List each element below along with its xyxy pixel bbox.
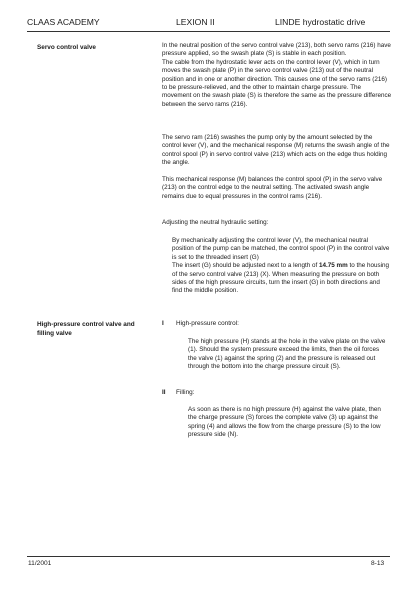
servo-paragraph-5: Adjusting the neutral hydraulic setting: bbox=[162, 219, 269, 226]
header-brand: CLAAS ACADEMY bbox=[27, 17, 100, 27]
item-label-2: Filling: bbox=[176, 389, 195, 396]
item-text-2: As soon as there is no high pressure (H) against the valve plate, then the charge pressure (S) forces the complete valve (3) up against the spring (4) and allows the flow from the charge pressure (S) to the low pressure side (N). bbox=[188, 406, 381, 439]
servo-paragraph-3: The servo ram (216) swashes the pump only by the amount selected by the control lever (V), and the mechanical response (M) returns the swash angle of the control spool (P) in servo control valve (213) which acts on the edge thus holding the angle. bbox=[162, 134, 390, 167]
section-title-highpressure: High-pressure control valve and filling valve bbox=[37, 321, 135, 337]
servo-adjust-text-1: By mechanically adjusting the control lever (V), the mechanical neutral position of the pump can be matched, the control spool (P) in the control valve is set to the threaded insert (G) bbox=[172, 237, 390, 261]
header-model: LEXION II bbox=[176, 17, 215, 27]
footer-rule bbox=[27, 556, 390, 557]
header-topic: LINDE hydrostatic drive bbox=[275, 17, 366, 27]
item-number-2: II bbox=[162, 389, 166, 396]
servo-paragraph-2: The cable from the hydrostatic lever acts on the control lever (V), which in turn moves the swash plate (P) in the servo control valve (213) out of the neutral position and in one or another direction. This causes one of the servo rams (216) to be pressure-relieved, and the other to maintain charge pressure. The movement on the swash plate (S) is therefore the same as the pressure difference between the servo rams (216). bbox=[162, 58, 392, 108]
servo-adjust-pre: The insert (G) should be adjusted next to a length of bbox=[172, 262, 320, 270]
header-rule bbox=[27, 31, 390, 32]
item-text-1: The high pressure (H) stands at the hole in the valve plate on the valve (1). Should the system pressure exceed the limits, then the oil forces the valve (1) against the spring (2) and the pressure is released out through the bottom into the charge pressure circuit (S). bbox=[188, 338, 386, 371]
servo-adjust-length: 14.75 mm bbox=[319, 262, 348, 270]
servo-adjust-block bbox=[172, 237, 390, 296]
servo-paragraph-4: This mechanical response (M) balances the control spool (P) in the servo valve (213) on the control edge to the neutral setting. The activated swash angle remains due to equal pressures in the control rams (216). bbox=[162, 176, 383, 200]
item-number-1: I bbox=[162, 320, 164, 327]
item-label-1: High-pressure control: bbox=[176, 320, 239, 327]
servo-adjust-text-2 bbox=[172, 262, 390, 296]
servo-paragraph-1: In the neutral position of the servo control valve (213), both servo rams (216) have pressure applied, so the swash plate (S) is stable in each position. bbox=[162, 42, 391, 58]
servo-adjust-post: to the housing of the servo control valve (213) (X). When measuring the pressure on both sides of the high pressure circuits, turn the insert (G) in both directions and find the middle position. bbox=[172, 262, 390, 295]
footer-page-number: 8-13 bbox=[371, 560, 385, 567]
section-title-servo: Servo control valve bbox=[37, 44, 96, 51]
footer-date: 11/2001 bbox=[28, 560, 52, 567]
servo-body bbox=[162, 42, 392, 109]
